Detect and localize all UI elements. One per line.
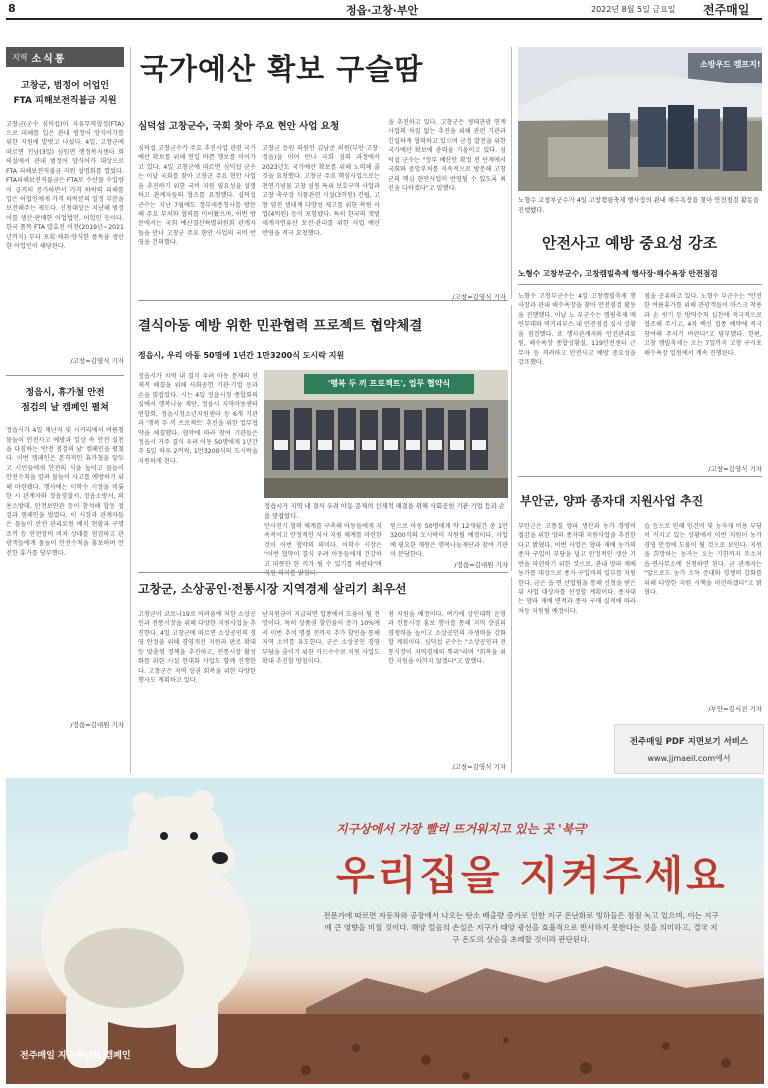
corner-tag xyxy=(6,47,124,67)
camping-festival-photo xyxy=(518,47,762,191)
top-story-col1: 심덕섭 고창군수가 주요 추진사업 관련 국가예산 확보를 위해 연일 바쁜 행보를 이어가고 있다. 4일 고창군에 따르면 심덕섭 군수는 이날 국회를 찾아 고창군 주요 현안 사업을 추진하기 위한 국비 지원 필요성을 설명하고 관계자들의 협조를 요청했다. 심덕섭 군수는 지난 7월에도 정부세종청사를 방문해 주요 부처와 협의를 이어왔으며, 이번 방문에서는 국회 예산결산특별위원회 관계자들을 만나 고창군 주요 현안 사업의 국비 반영을 건의했다. xyxy=(138,145,256,247)
ad-credit: 전주매일 지구온난화 캠페인 xyxy=(20,1051,131,1061)
corner-tag-sub: 지역 xyxy=(12,52,28,62)
bottom-col3: 점 지원을 예정이다. 여기에 상인대학 운영과 전통시장 홍보 행사를 통해 지역 상권의 경쟁력을 높이고 소상공인의 자생력을 강화할 계획이다. 심덕섭 군수는 "소상공인과 전통시장이 지역경제의 뿌리"라며 "회복을 위한 지원을 아끼지 않겠다"고 말했다. xyxy=(388,611,506,666)
bottom-col1: 고창군이 코로나19로 어려움에 처한 소상공인과 전통시장을 위해 다양한 지원사업을 추진한다. 4일 고창군에 따르면 소상공인의 경영 안정을 위해 경영개선 지원과 판로 확대 등 맞춤형 정책을 추진하고, 전통시장 활성화를 위한 시설 현대화 사업도 함께 진행한다. 고창군은 지역 상권 회복을 위한 다양한 행사도 계획하고 있다. xyxy=(138,611,256,684)
safety-subhead: 노형수 고창부군수, 고창캠빌축제 행사장·해수욕장 안전점검 xyxy=(518,269,718,278)
photo-sign-text: 소방우드 캠프지! xyxy=(700,60,761,69)
left-article1-body: 고창군(군수 심덕섭)이 자유무역협정(FTA) 으로 피해를 입은 관내 범정어 양식어가를 위한 지원에 발벗고 나섰다. 4일, 고창군에 따르면 진남(3일) 심원면 행정복지센터 회의실에서 관내 범정어 양식어가 대상으로 FTA 피해보전직불금 지원 설명회를 열었다. FTA피해보전직불금은 FTA로 수산물 수입량이 급격히 증가하면서 가격 하락의 피해를 입은 어업인에게 가격 하락분의 일정 부분을 보전해주는 제도다. 신청대상은 지난해 범정어를 생산·판매한 어업법인, 어업인 등이다. 한국 품목 FTA 발효전 이전(2019년~2021년까지) 부터 포획·채취·양식한 품목을 생산한 어업인이 해당된다. xyxy=(6,120,124,251)
top-headline: 국가예산 확보 구슬땀 xyxy=(140,52,424,86)
middle-headline: 결식아동 예방 위한 민관협력 프로젝트 협약체결 xyxy=(138,318,423,334)
top-story-col3: 을 추진하고 있다. 고창군은 생태관광 연계사업의 차질 없는 추진을 위해 관련 기관과 긴밀하게 협력하고 있으며 군정 발전을 위한 국가예산 확보에 총력을 기울이고 있다. 심덕섭 군수는 "정부 예산안 확정 전 단계에서 국회와 중앙부처를 지속적으로 방문해 고창군의 핵심 현안사업이 반영될 수 있도록 최선을 다하겠다"고 말했다. xyxy=(388,119,506,192)
photo-banner-text: '행복 두 끼 프로젝트', 업무 협약식 xyxy=(327,379,451,388)
safety-byline: /고창=김영식 기자 xyxy=(708,465,762,473)
divider xyxy=(138,300,508,301)
left-article2-title-line2: 점검의 날 캠페인 펼쳐 xyxy=(21,402,109,413)
ad-headline: 우리집을 지켜주세요 xyxy=(336,852,728,899)
pdf-service-url[interactable]: www.jjmaeil.com에서 xyxy=(647,754,731,763)
onion-headline: 부안군, 양파 종자대 지원사업 추진 xyxy=(520,494,704,508)
left-article1-title-line1: 고창군, 범정어 어업인 xyxy=(21,81,109,91)
left-article2-title xyxy=(6,386,124,417)
left-article2-byline: /정읍=김대원 기자 xyxy=(70,721,124,730)
onion-byline: /부안=김서진 기자 xyxy=(708,705,762,713)
publication-date: 2022년 8월 5일 금요일 xyxy=(591,5,676,14)
divider xyxy=(138,572,508,573)
safety-headline: 안전사고 예방 중요성 강조 xyxy=(542,234,718,252)
middle-subhead: 정읍시, 우리 아동 50명에 1년간 1만3200식 도시락 지원 xyxy=(138,351,345,360)
page-header xyxy=(6,0,762,20)
page-number: 8 xyxy=(8,2,16,15)
top-subhead: 심덕섭 고창군수, 국회 찾아 주요 현안 사업 요청 xyxy=(138,121,340,132)
pdf-service-box xyxy=(614,724,764,774)
middle-byline: /정읍=김대원 기자 xyxy=(454,561,508,569)
onion-col2: 습 등으로 인해 인건비 및 농자재 비용 부담이 커지고 있는 상황에서 이번 지원이 농가 경영 안정에 도움이 될 것으로 보인다. 지원을 희망하는 농가는 오는 기한까지 주소지 읍·면사무소에 신청하면 된다. 군 관계자는 "앞으로도 농가 소득 증대와 경쟁력 강화를 위해 다양한 지원 시책을 마련하겠다"고 밝혔다. xyxy=(644,523,762,596)
column-divider xyxy=(511,577,512,773)
top-headline-box xyxy=(140,47,510,88)
section-label: 정읍·고창·부안 xyxy=(346,4,419,17)
climate-ad xyxy=(6,778,764,1084)
onion-col1: 부안군은 고품질 양파 생산과 농가 경영비 절감을 위한 양파 종자대 지원사업을 추진한다고 밝혔다. 이번 사업은 양파 재배 농가의 종자 구입비 부담을 덜고 안정적인 생산 기반을 마련하기 위한 것으로, 관내 양파 재배 농가를 대상으로 종자 구입비의 일부를 지원한다. 군은 읍·면 산업팀을 통해 신청을 받은 뒤 사업 대상자를 선정할 계획이다. 종자대는 양파 재배 면적과 종자 구매 실적에 따라 차등 지원될 예정이다. xyxy=(518,523,636,615)
pdf-service-title: 전주매일 PDF 지면보기 서비스 xyxy=(629,737,749,747)
safety-col2: 점을 공유하고 있다. 노형수 부군수는 "안전한 여름휴가를 위해 관광객들이 마스크 착용과 손 씻기 등 방역수칙 실천에 적극적으로 협조해 주시고, 4차 백신 접종 예약에 적극 참여해 주시기 바란다"고 당부했다. 한편, 고창 캠빌축제는 오는 7일까지 고창 구시포 해수욕장 일원에서 계속 진행된다. xyxy=(644,293,762,357)
safety-col1: 노형수 고창부군수는 4일 고창캠빌축제 행사장과 관내 해수욕장을 찾아 안전점검 활동을 진행했다. 이날 노 부군수는 캠핑축제 메인무대와 먹거리부스 내 안전점검 실시 상황을 점검했다. 또 행사관계자와 안전관리요원, 해수욕장 종합상황실, 119안전센터 근무자 등 격려하고 안전사고 예방 중요성을 강조했다. xyxy=(518,293,636,366)
bottom-headline: 고창군, 소상공인·전통시장 지역경제 살리기 최우선 xyxy=(138,582,407,596)
divider xyxy=(6,375,124,376)
bottom-byline: /고창=김영식 기자 xyxy=(452,763,506,771)
divider xyxy=(518,284,762,285)
ad-tagline: 지구상에서 가장 빨리 뜨거워지고 있는 곳 '북극' xyxy=(336,822,589,836)
left-article1-byline: /고창=김영식 기자 xyxy=(70,356,124,365)
column-divider xyxy=(130,47,131,773)
left-column xyxy=(6,47,124,773)
agreement-photo-caption: 정읍시가 지역 내 결식 우려 아동 문제의 선제적 해결을 위해 사회공헌 기관·기업 등과 손을 맞잡았다. xyxy=(264,503,505,520)
divider xyxy=(518,476,762,477)
agreement-photo xyxy=(264,370,508,498)
top-story-byline: /고창=김영식 기자 xyxy=(452,293,506,301)
middle-col2: 만사천기 협력 체계를 구축해 아동들에게 지속적이고 안정적인 식사 지원 체계를 마련한 것이 이번 협약의 의미다. 이학수 시장은 "이번 협약이 결식 우려 아동들에게 건강하고 따뜻한 한 끼가 될 수 있기를 바란다"며 지원 의지를 밝혔다. xyxy=(264,523,382,578)
left-article1-title xyxy=(6,79,124,110)
column-divider xyxy=(511,47,512,299)
middle-col3: 원으로 아동 50명에게 약 12개월간 총 1만3200식의 도시락이 지원될 예정이다. 사업에 필요한 재원은 행복나눔재단과 참여 기관이 분담한다. xyxy=(390,523,508,559)
left-article2-title-line1: 정읍시, 휴가철 안전 xyxy=(25,387,105,398)
camping-photo-caption: 노형수 고창부군수가 4일 고창캠핑축제 행사장의 관내 해수욕장을 찾아 안전점검 활동을 진행했다. xyxy=(518,197,760,214)
top-story-col2: 고창군 등원 의원인 김남준 의원(부안·고창·정읍)을 이어 만나 국회 심의 과정에서 2023년도 국가예산 확보를 위해 노력해 줄 것을 요청했다. 고창군 주요 핵심사업으로는 천연기념물 고창 심원 특위 보호구역 사업과 고창 축구장 식품관련 시설(3억원) 건립, 고창 염전 생태계 다양성 제고를 위한 복원 사업(4억원) 등이 포함됐다. 특히 한국의 갯벌 세계자연유산 보전·관리를 위한 사업 예산 반영을 적극 요청했다. xyxy=(262,145,380,237)
left-article2-body: 정읍시가 4일 재난지 및 시커리에서 여름철 물놀이 안전사고 예방과 일상 속 안전 실천 을 다짐하는 '안전 점검의 날' 캠페인을 펼쳤다. 이번 캠페인은 본격적인 휴가철을 앞두고 시민들에게 안전의 식을 높이고 물놀이 안전수칙을 알려 물놀이 사고를 예방하기 위해 마련됐다. 행사에는 이학수 시장을 비롯한 시 관계자와 정읍경찰서, 정읍소방서, 의용소방대, 안전보안관 등이 참석해 합동 점검과 캠페인을 벌였다. 이 시장과 관계자들은 물놀이 안전 관리요원 배치 현황과 구명조끼 등 안전장비 비치 상태를 점검하고 관광객들에게 물놀이 안전수칙을 홍보하며 안전한 휴가를 당부했다. xyxy=(6,427,124,557)
column-divider xyxy=(511,305,512,571)
masthead: 전주매일 xyxy=(703,3,750,17)
left-article1-title-line2: FTA 피해보전직불금 지원 xyxy=(13,96,117,107)
ad-description: 전문가에 따르면 자동차와 공장에서 나오는 탄소 배출량 증가로 인한 지구 온난화로 빙하들은 점점 녹고 있으며, 이는 지구에 큰 영향을 미칠 것이다. 해양 얼음의 손실은 지구가 태양 광선을 효율적으로 반사하지 못한다는 것을 의미하고, 결국 지구 온도의 상승을 초래할 것이라 판단된다. xyxy=(323,911,719,944)
middle-col1: 정읍시가 지역 내 결식 우려 아동 문제의 선제적 해결을 위해 사회공헌 기관·기업 등과 손을 맞잡았다. 시는 4일 정읍시청 종합회의실에서 행복나눔 재단, 정읍시 지역아동센터 연합회, 정읍시청소년지원센터 등 6개 기관과 '행복 두 끼 프로젝트' 추진을 위한 업무협약을 체결했다. 협약에 따라 참여 기관들은 정읍시 거주 결식 우려 아동 50명에게 1년간 주 5일 하루 2끼씩, 1만3200식의 도시락을 지원하게 된다. xyxy=(138,373,258,465)
photo-scene xyxy=(264,370,508,498)
corner-tag-main: 소식통 xyxy=(31,53,67,65)
bottom-col2: 난지원금이 지급되면 업종에서 도움이 될 전망이다. 특히 상품권 할인율이 증가 10%에서 이번 추석 명절 전까지 추가 할인을 통해 지역 소비를 유도한다. 군은 소상공인 경영 부담을 줄이기 위한 카드수수료 지원 사업도 확대 추진할 방침이다. xyxy=(262,611,380,666)
